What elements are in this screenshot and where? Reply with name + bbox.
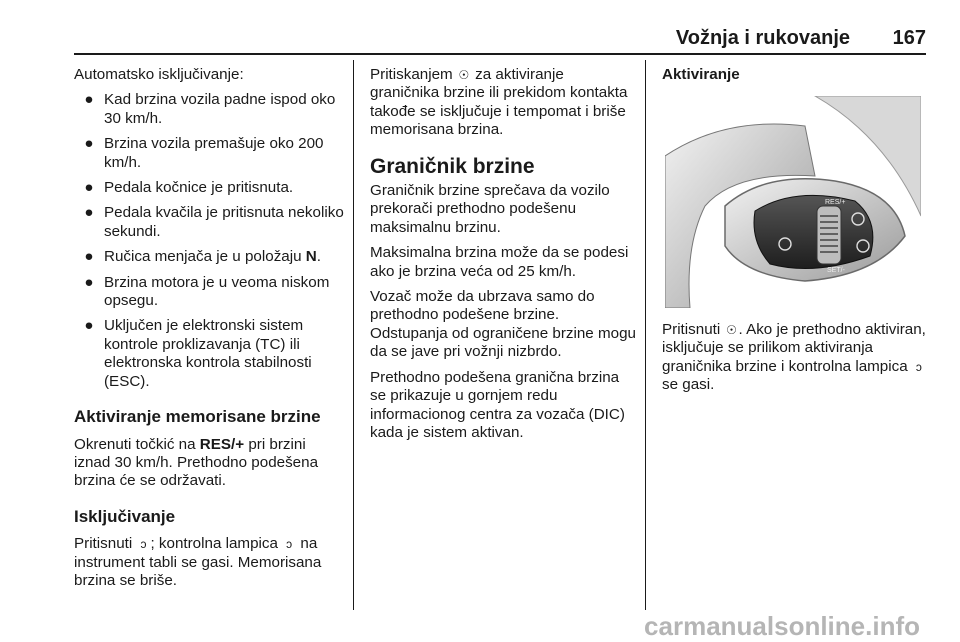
list-item: ● Pedala kvačila je pritisnuta nekoliko sekundi. (84, 204, 344, 240)
paragraph: Pritisnuti ↄ ; kontrolna lampica ↄ na instrument tabli se gasi. Memorisana brzina se briše. (74, 535, 322, 589)
list-item: ● Ručica menjača je u položaju N. (84, 248, 321, 266)
column-right (662, 66, 928, 84)
paragraph: Pritisnuti ☉ . Ako je prethodno aktiviran, isključuje se prilikom aktiviranja graničnika brzine i kontrolna lampica ↄ se gasi. (662, 321, 926, 394)
list-item: ● Kad brzina vozila padne ispod oko 30 km/h. (84, 91, 336, 127)
watermark: carmanualsonline.info (644, 611, 920, 641)
page-header-title: Vožnja i rukovanje (675, 27, 850, 49)
column-divider (353, 60, 354, 610)
column-divider (645, 60, 646, 610)
section-heading: Isključivanje (74, 506, 176, 526)
section-heading: Aktiviranje (662, 66, 740, 83)
list-item: ● Brzina vozila premašuje oko 200 km/h. (84, 135, 324, 171)
header-rule (74, 53, 926, 55)
set-label: SET/- (827, 267, 845, 274)
paragraph: Vozač može da ubrzava samo do prethodno podešene brzine. Odstupanja od ograničene brzine mogu da se jave pri vožnji nizbrdo. (370, 288, 636, 361)
speed-limiter-icon: ☉ (458, 68, 470, 82)
section-title: Graničnik brzine (370, 154, 535, 178)
list-item: ● Brzina motora je u veoma niskom opsegu. (84, 273, 330, 310)
list-item: ● Uključen je elektronski sistem kontrole proklizavanja (TC) ili elektronska kontrola stabilnosti (ESC). (84, 317, 312, 390)
res-label: RES/+ (825, 199, 846, 206)
paragraph: Maksimalna brzina može da se podesi ako je brzina veća od 25 km/h. (370, 244, 629, 280)
paragraph: Prethodno podešena granična brzina se prikazuje u gornjem redu informacionog centra za vozača (DIC) kada je sistem aktivan. (370, 368, 625, 441)
paragraph: Pritiskanjem ☉ za aktiviranje graničnika brzine ili prekidom kontakta takođe se isključuje i tempomat i briše memorisana brzina. (370, 66, 628, 139)
column-middle (370, 66, 636, 442)
section-heading: Aktiviranje memorisane brzine (74, 407, 321, 427)
paragraph: Okrenuti točkić na RES/+ pri brzini iznad 30 km/h. Prethodno podešena brzina će se održavati. (74, 435, 319, 490)
auto-off-intro: Automatsko isključivanje: (74, 66, 244, 83)
column-right-text (662, 321, 932, 395)
paragraph: Graničnik brzine sprečava da vozilo prekorači prethodno podešenu maksimalnu brzinu. (370, 182, 610, 236)
steering-wheel-illustration (665, 96, 921, 308)
page-number: 167 (892, 27, 926, 49)
cruise-control-icon: ↄ (915, 359, 922, 374)
cruise-control-icon: ↄ (286, 537, 293, 552)
speed-limiter-icon: ☉ (726, 323, 737, 337)
column-left (74, 66, 344, 590)
list-item: ● Pedala kočnice je pritisnuta. (84, 179, 294, 197)
cruise-control-icon: ↄ (140, 537, 147, 552)
